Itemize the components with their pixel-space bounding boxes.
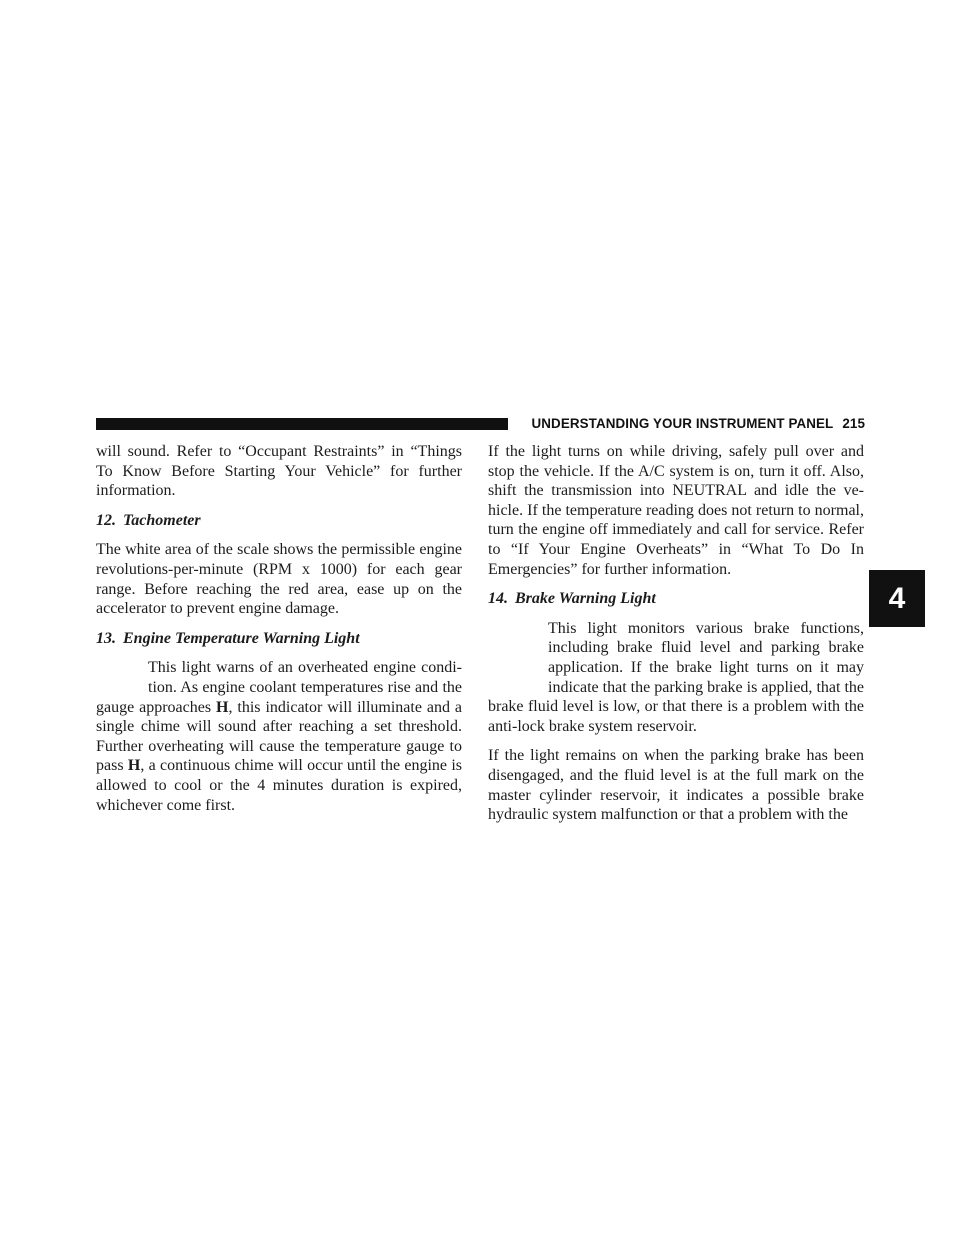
paragraph-text: , a continuous chime will occur until the engine is allowed to cool or the 4 minutes duration is expired, whichever come first. bbox=[96, 757, 462, 814]
section-title: UNDERSTANDING YOUR INSTRUMENT PANEL bbox=[531, 416, 834, 431]
section-number: 14. bbox=[488, 590, 508, 608]
section-heading-brake-warning bbox=[488, 589, 864, 609]
right-column bbox=[488, 442, 864, 835]
brake-malfunction-paragraph: If the light remains on when the parking brake has been disengaged, and the fluid level is at the full mark on the master cylinder reservoir, it indicates a possible brake hydraulic system malfunction or that a problem with the bbox=[488, 747, 864, 824]
gauge-h-marker: H bbox=[216, 698, 229, 716]
engine-temperature-paragraph bbox=[96, 658, 462, 815]
section-title: Engine Temperature Warning Light bbox=[123, 629, 360, 647]
temperature-warning-icon-space bbox=[96, 658, 148, 694]
brake-warning-paragraph bbox=[488, 619, 864, 737]
tachometer-paragraph: The white area of the scale shows the permissible engine revolutions-per-minute (RPM x 1000) for each gear range. Before reaching the red area, ease up on the accelerator to prevent engine damage. bbox=[96, 541, 462, 618]
section-number: 13. bbox=[96, 629, 116, 647]
header-rule bbox=[96, 418, 508, 430]
overheating-paragraph: If the light turns on while driving, safely pull over and stop the vehicle. If the A/C system is on, turn it off. Also, shift the transmission into NEUTRAL and idle the vehicle. If the temperature reading does not return to normal, turn the engine off immediately and call for service. Refer to “If Your Engine Overheats” in “What To Do In Emergencies” for further information. bbox=[488, 443, 864, 578]
brake-warning-icon-space bbox=[488, 619, 548, 697]
section-number: 12. bbox=[96, 511, 116, 529]
paragraph-text: , this indicator will illuminate and a single chime will sound after reaching a set threshold. Further overheating will cause the temperature gauge to pass bbox=[96, 698, 463, 775]
section-title: Tachometer bbox=[123, 511, 201, 529]
chapter-tab: 4 bbox=[869, 570, 925, 627]
paragraph-text: This light monitors various brake functions, including brake fluid level and parking brake application. If the brake light turns on it may indicate that the parking brake is applied, that the brake fluid level is low, or that there is a problem with the anti-lock brake system reservoir. bbox=[488, 619, 864, 735]
section-title: Brake Warning Light bbox=[515, 590, 656, 608]
section-heading-tachometer bbox=[96, 511, 462, 531]
page-number: 215 bbox=[842, 416, 865, 431]
section-heading-engine-temperature bbox=[96, 629, 462, 649]
gauge-h-marker: H bbox=[127, 757, 141, 775]
paragraph-text: This light warns of an overheated engine condition. As engine coolant temperatures rise and the gauge approaches bbox=[96, 659, 462, 716]
left-column bbox=[96, 442, 462, 825]
continued-paragraph: will sound. Refer to “Occupant Restraints” in “Things To Know Before Starting Your Vehicle” for further information. bbox=[96, 443, 462, 500]
running-header bbox=[520, 416, 865, 431]
